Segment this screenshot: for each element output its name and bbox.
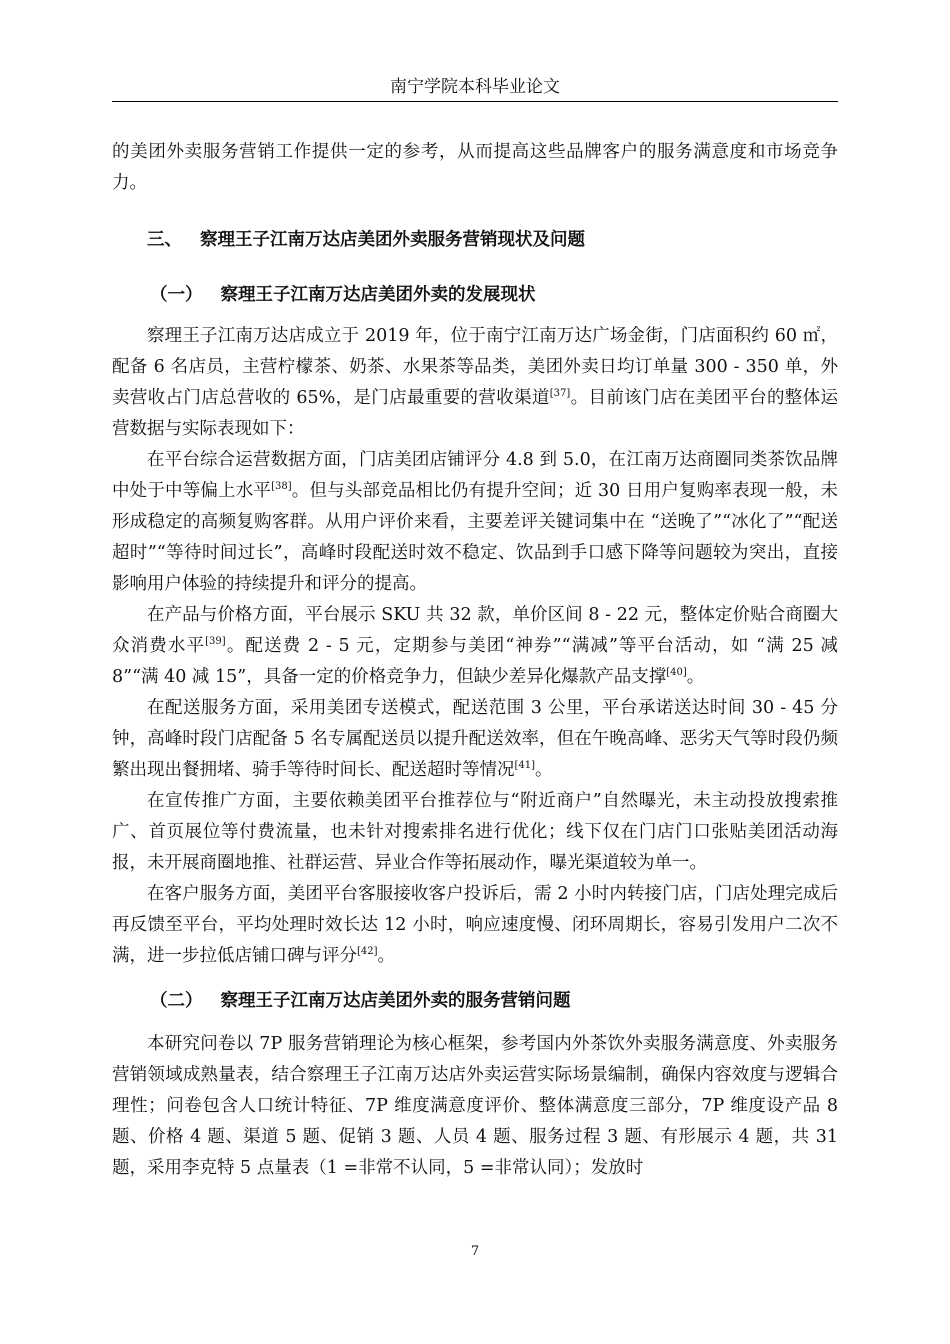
paragraph: 在产品与价格方面，平台展示 SKU 共 32 款，单价区间 8 - 22 元，整体定价贴合商圈大众消费水平[39]。配送费 2 - 5 元，定期参与美团“神券”“满减”等平台活动，如 “满 25 减 8”“满 40 减 15”，具备一定的价格竞争力，但缺少差异化爆款产品支撑[40]。 [112, 605, 838, 687]
paragraph: 察理王子江南万达店成立于 2019 年，位于南宁江南万达广场金街，门店面积约 60 ㎡，配备 6 名店员，主营柠檬茶、奶茶、水果茶等品类，美团外卖日均订单量 300 - 350 单，外卖营收占门店总营收的 65%，是门店最重要的营收渠道[37]。目前该门店在美团平台的整体运营数据与实际表现如下： [112, 326, 838, 439]
paragraph: 在客户服务方面，美团平台客服接收客户投诉后，需 2 小时内转接门店，门店处理完成后再反馈至平台，平均处理时效长达 12 小时，响应速度慢、闭环周期长，容易引发用户二次不满，进一步拉低店铺口碑与评分[42]。 [112, 884, 838, 966]
subsection-title: 察理王子江南万达店美团外卖的服务营销问题 [220, 991, 571, 1011]
section-number: 三、 [147, 230, 182, 250]
paragraph: 在宣传推广方面，主要依赖美团平台推荐位与“附近商户”自然曝光，未主动投放搜索推广、首页展位等付费流量，也未针对搜索排名进行优化；线下仅在门店门口张贴美团活动海报，未开展商圈地推、社群运营、异业合作等拓展动作，曝光渠道较为单一。 [112, 791, 838, 873]
subsection-number: （一） [150, 285, 203, 305]
citation: [42] [357, 946, 378, 958]
page-number: 7 [470, 1244, 480, 1259]
paragraph: 在平台综合运营数据方面，门店美团店铺评分 4.8 到 5.0，在江南万达商圈同类茶饮品牌中处于中等偏上水平[38]。但与头部竞品相比仍有提升空间；近 30 日用户复购率表现一般，未形成稳定的高频复购客群。从用户评价来看，主要差评关键词集中在 “送晚了”“冰化了”“配送超时”“等待时间过长”，高峰时段配送时效不稳定、饮品到手口感下降等问题较为突出，直接影响用户体验的持续提升和评分的提高。 [112, 450, 838, 594]
citation: [39] [205, 636, 226, 648]
paragraph: 在配送服务方面，采用美团专送模式，配送范围 3 公里，平台承诺送达时间 30 - 45 分钟，高峰时段门店配备 5 名专属配送员以提升配送效率，但在午晚高峰、恶劣天气等时段仍频繁出现出餐拥堵、骑手等待时间长、配送超时等情况[41]。 [112, 698, 838, 780]
subsection-title: 察理王子江南万达店美团外卖的发展现状 [220, 285, 536, 305]
running-header: 南宁学院本科毕业论文 [390, 77, 560, 97]
subsection-heading [112, 280, 838, 311]
subsection-number: （二） [150, 991, 203, 1011]
section-title: 察理王子江南万达店美团外卖服务营销现状及问题 [200, 230, 585, 250]
paragraph: 本研究问卷以 7P 服务营销理论为核心框架，参考国内外茶饮外卖服务满意度、外卖服务营销领域成熟量表，结合察理王子江南万达店外卖运营实际场景编制，确保内容效度与逻辑合理性；问卷包含人口统计特征、7P 维度满意度评价、整体满意度三部分，7P 维度设产品 8 题、价格 4 题、渠道 5 题、促销 3 题、人员 4 题、服务过程 3 题、有形展示 4 题，共 31 题，采用李克特 5 点量表（1 =非常不认同，5 =非常认同）；发放时 [112, 1034, 838, 1178]
subsection-heading [112, 986, 838, 1017]
paragraph-continued: 的美团外卖服务营销工作提供一定的参考，从而提高这些品牌客户的服务满意度和市场竞争力。 [112, 142, 838, 193]
citation: [40] [666, 667, 687, 679]
header-rule [112, 101, 838, 102]
citation: [37] [549, 388, 571, 400]
citation: [38] [271, 481, 292, 493]
citation: [41] [514, 760, 536, 772]
section-heading [112, 225, 838, 256]
page-body [112, 137, 838, 1184]
